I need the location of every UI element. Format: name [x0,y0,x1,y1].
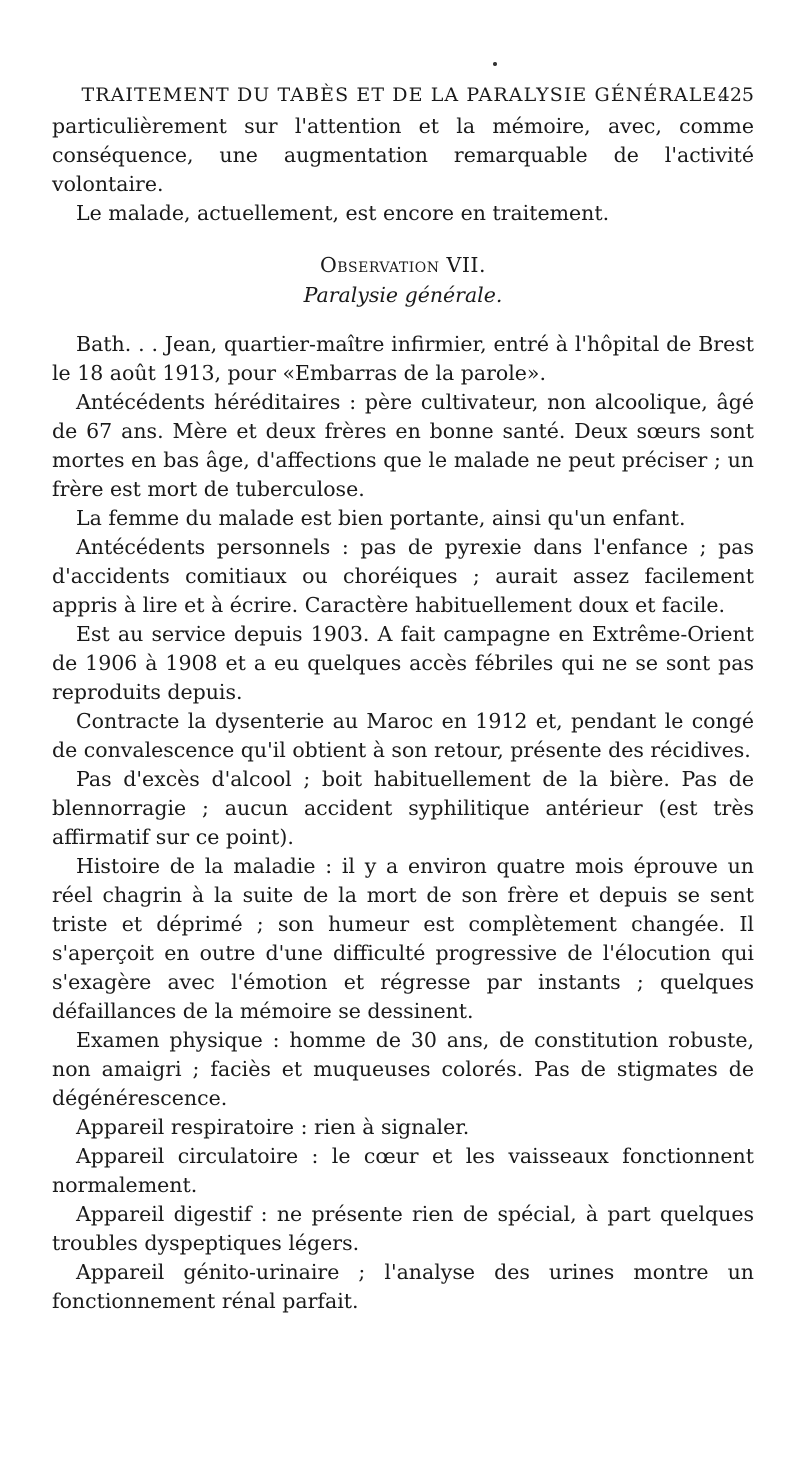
book-page [52,78,754,1316]
page-number: 425 [717,84,754,106]
paragraph: La femme du malade est bien portante, ainsi qu'un enfant. [76,506,686,530]
paragraph: Histoire de la maladie : il y a environ quatre mois éprouve un réel chagrin à la suite de la mort de son frère et depuis se sent triste et déprimé ; son humeur est complètement changée. Il s'aperçoit en outre d'une difficulté progressive de l'élocution qui s'exagère avec l'émotion et régresse par instants ; quelques défaillances de la mémoire se dessinent. [52,854,754,1023]
paragraph: Est au service depuis 1903. A fait campagne en Extrême-Orient de 1906 à 1908 et a eu quelques accès fébriles qui ne se sont pas reproduits depuis. [52,622,754,704]
paragraph-continued: particulièrement sur l'attention et la mémoire, avec, comme conséquence, une augmentation remarquable de l'activité volontaire. [52,114,754,196]
paragraph: Antécédents personnels : pas de pyrexie dans l'enfance ; pas d'accidents comitiaux ou choréiques ; aurait assez facilement appris à lire et à écrire. Caractère habituellement doux et facile. [52,535,754,617]
paragraph: Appareil génito-urinaire ; l'analyse des urines montre un fonctionnement rénal parfait. [52,1260,754,1313]
paragraph: Appareil respiratoire : rien à signaler. [76,1115,470,1139]
observation-subtitle: Paralysie générale. [303,283,503,307]
top-ink-dot [493,62,497,66]
paragraph: Examen physique : homme de 30 ans, de constitution robuste, non amaigri ; faciès et muqueuses colorés. Pas de stigmates de dégénérescence. [52,1028,754,1110]
paragraph: Antécédents héréditaires : père cultivateur, non alcoolique, âgé de 67 ans. Mère et deux frères en bonne santé. Deux sœurs sont mortes en bas âge, d'affections que le malade ne peut préciser ; un frère est mort de tuberculose. [52,390,754,501]
running-head [52,78,754,112]
observation-body [52,330,754,1316]
paragraph: Pas d'excès d'alcool ; boit habituellement de la bière. Pas de blennorragie ; aucun accident syphilitique antérieur (est très affirmatif sur ce point). [52,767,754,849]
paragraph: Le malade, actuellement, est encore en traitement. [76,201,610,225]
paragraph: Appareil circulatoire : le cœur et les vaisseaux fonctionnent normalement. [52,1144,754,1197]
paragraph: Bath. . . Jean, quartier-maître infirmier, entré à l'hôpital de Brest le 18 août 1913, pour «Embarras de la parole». [52,332,754,385]
running-head-title: TRAITEMENT DU TABÈS ET DE LA PARALYSIE GÉNÉRALE. [81,84,725,106]
paragraph: Contracte la dysenterie au Maroc en 1912 et, pendant le congé de convalescence qu'il obtient à son retour, présente des récidives. [52,709,754,762]
intro-text [52,112,754,228]
observation-heading: Observation VII. [319,253,487,277]
paragraph: Appareil digestif : ne présente rien de spécial, à part quelques troubles dyspeptiques légers. [52,1202,754,1255]
